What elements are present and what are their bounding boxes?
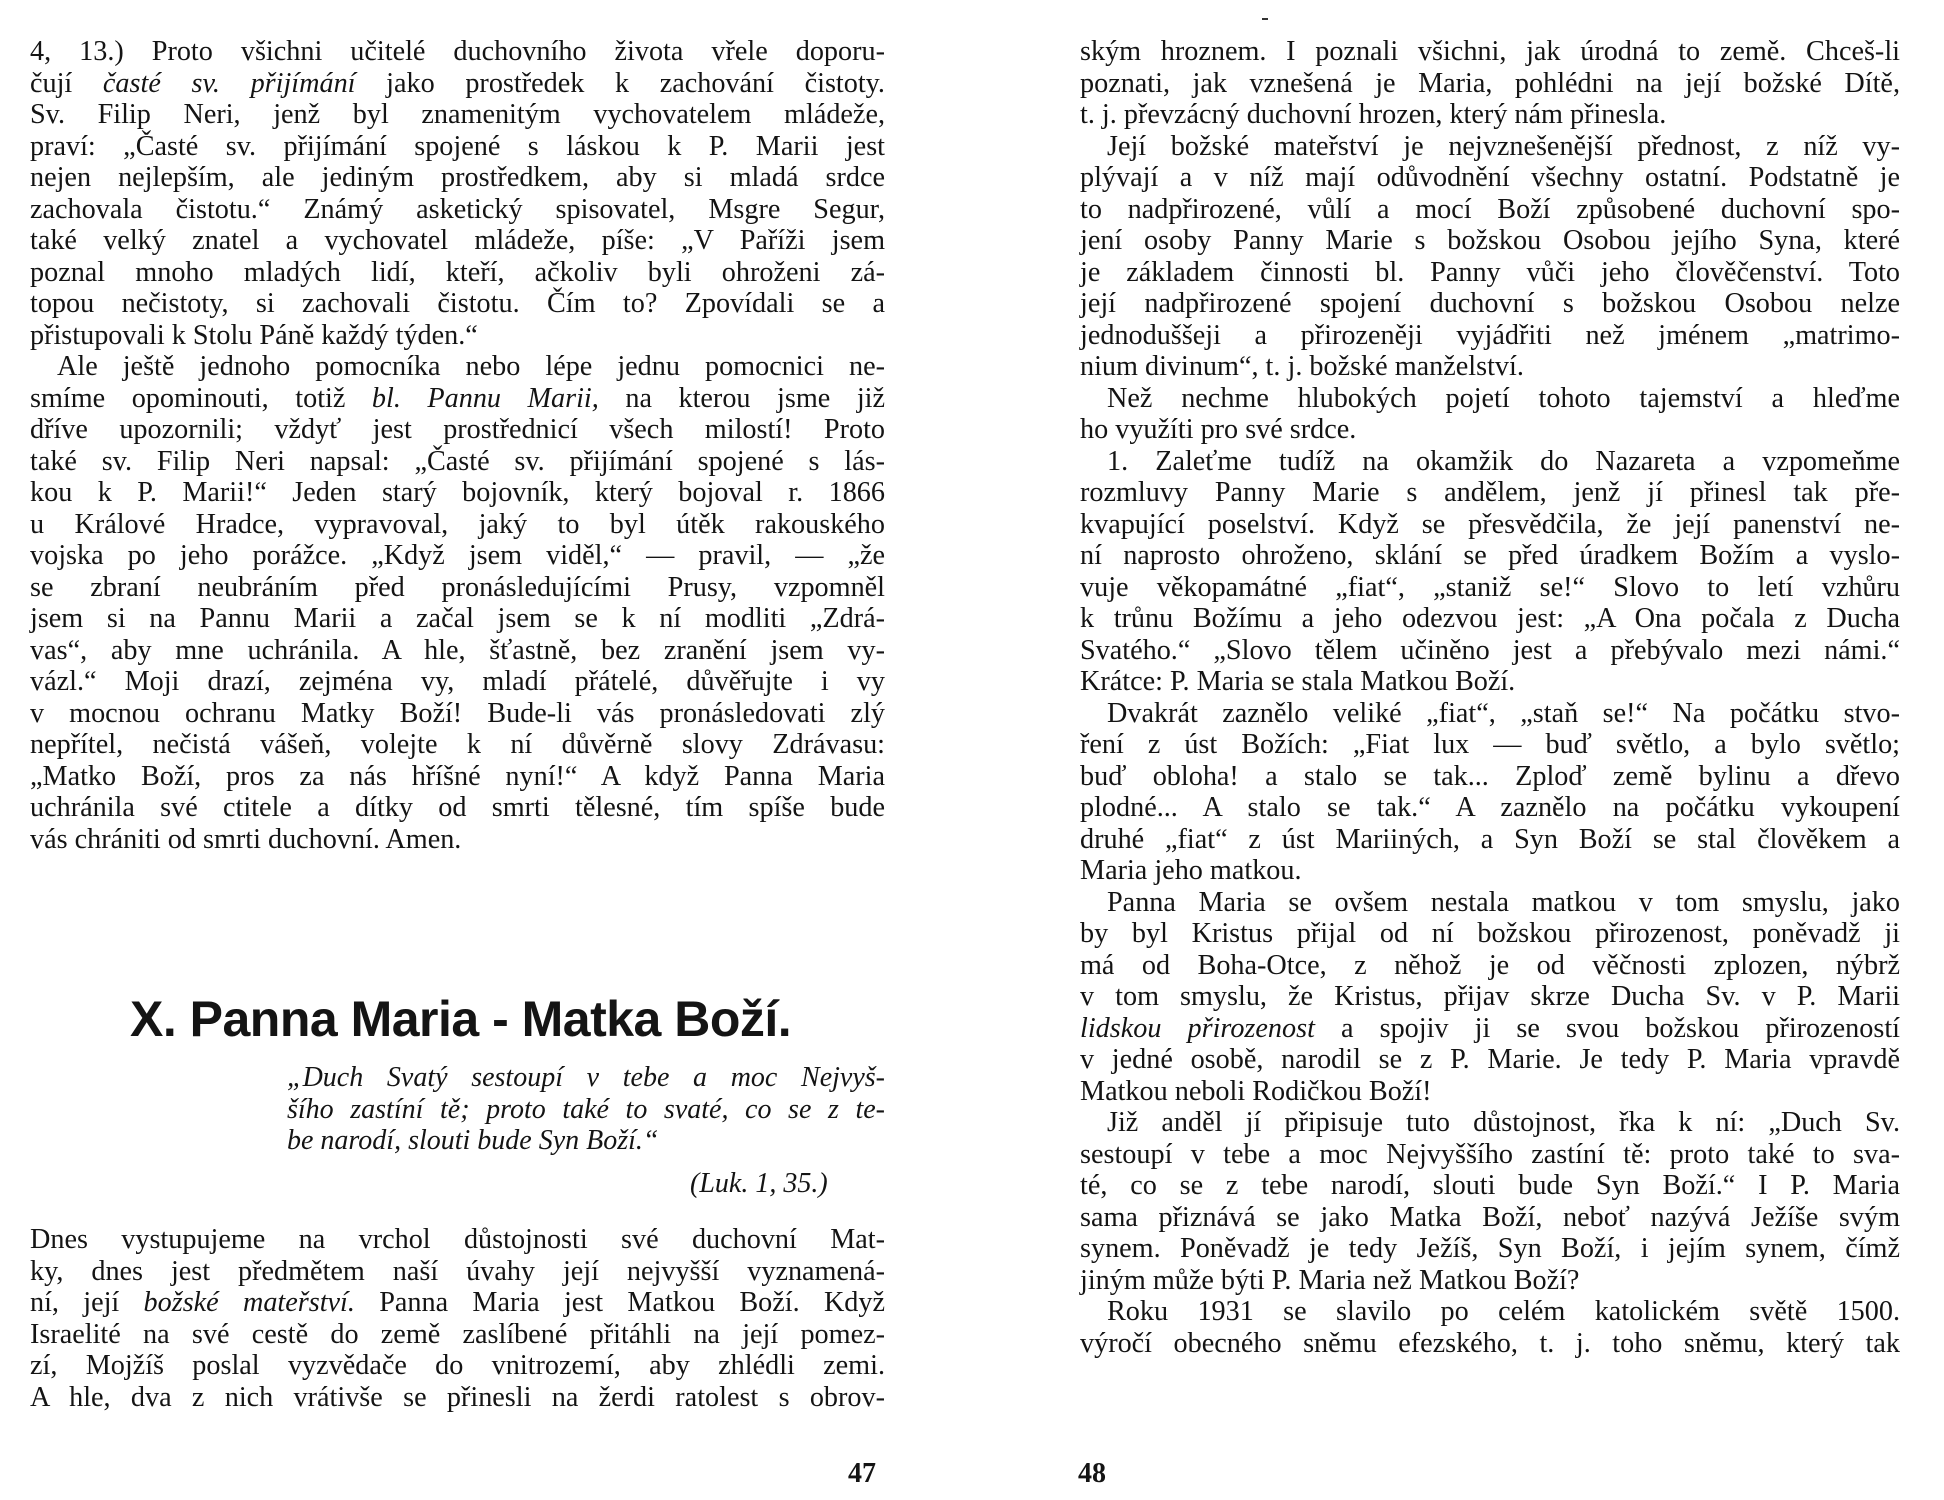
- left-page-text-top: [30, 36, 885, 855]
- text-line: 4, 13.) Proto všichni učitelé duchovního života vřele doporu-: [30, 36, 885, 67]
- right-page-text: [1080, 36, 1900, 1359]
- text-line: uchránila své ctitele a dítky od smrti tělesné, tím spíše bude: [30, 792, 885, 823]
- text-line: Israelité na své cestě do země zaslíbené přitáhli na její pomez-: [30, 1318, 885, 1350]
- text-line: u Králové Hradce, vypravoval, jaký to byl útěk rakouského: [30, 508, 885, 540]
- text-line: má od Boha-Otce, z něhož je od věčnosti zplozen, nýbrž: [1080, 949, 1900, 981]
- text-line: Panna Maria se ovšem nestala matkou v tom smyslu, jako: [1107, 886, 1900, 918]
- text-line: plývají a v níž mají odůvodnění všechny ostatní. Podstatně je: [1080, 162, 1900, 193]
- text-line: lidskou přirozenost a spojiv ji se svou božskou přirozeností: [1080, 1012, 1900, 1044]
- emphasis: božské mateřství.: [143, 1287, 355, 1318]
- motto-reference: (Luk. 1, 35.): [690, 1168, 828, 1199]
- text-line: ky, dnes jest předmětem naší úvahy její nejvyšší vyznamená-: [30, 1255, 885, 1287]
- text-line: v jedné osobě, narodil se z P. Marie. Je tedy P. Maria vpravdě: [1080, 1044, 1900, 1075]
- text-line: ho využíti pro své srdce.: [1080, 414, 1357, 445]
- motto-line: be narodí, slouti bude Syn Boží.“: [287, 1125, 659, 1156]
- text-line: ní naprosto ohroženo, sklání se před úradkem Božím a vyslo-: [1080, 540, 1900, 571]
- text-line: Matkou neboli Rodičkou Boží!: [1080, 1075, 1432, 1107]
- text-line: zachovala čistotu.“ Známý asketický spisovatel, Msgre Segur,: [30, 193, 885, 225]
- text-line: v mocnou ochranu Matky Boží! Bude-li vás pronásledovati zlý: [30, 697, 885, 729]
- chapter-motto: [287, 1062, 885, 1157]
- print-mark: [1262, 18, 1268, 20]
- text-line: ření z úst Božích: „Fiat lux — buď světlo, a bylo světlo;: [1080, 729, 1900, 760]
- text-line: se zbraní neubráním před pronásledujícími Prusy, vzpomněl: [30, 571, 885, 603]
- text-line: Již anděl jí připisuje tuto důstojnost, řka k ní: „Duch Sv.: [1107, 1107, 1900, 1138]
- text-line: nepřítel, nečistá vášeň, volejte k ní důvěrně slovy Zdrávasu:: [30, 729, 885, 760]
- text-line: kou k P. Marii!“ Jeden starý bojovník, který bojoval r. 1866: [30, 477, 885, 508]
- text-line: té, co se z tebe narodí, slouti bude Syn Boží.“ I P. Maria: [1080, 1170, 1900, 1201]
- emphasis: bl. Pannu Marii,: [371, 382, 599, 414]
- text-line: nium divinum“, t. j. božské manželství.: [1080, 351, 1524, 382]
- text-line: rozmluvy Panny Marie s andělem, jenž jí přinesl tak pře-: [1080, 477, 1900, 508]
- text-line: t. j. převzácný duchovní hrozen, který nám přinesla.: [1080, 99, 1667, 130]
- text-line: přistupovali k Stolu Páně každý týden.“: [30, 319, 478, 351]
- text-line: jiným může býti P. Maria než Matkou Boží?: [1080, 1264, 1580, 1296]
- text-line: zí, Mojžíš poslal vyzvědače do vnitrozemí, aby zhlédli zemi.: [30, 1350, 885, 1381]
- text-line: nejen nejlepším, ale jediným prostředkem, aby si mladá srdce: [30, 162, 885, 193]
- text-line: 1. Zaleťme tudíž na okamžik do Nazareta a vzpomeňme: [1107, 445, 1900, 477]
- text-line: jsem si na Pannu Marii a začal jsem se k ní modliti „Zdrá-: [30, 603, 885, 634]
- text-line: k trůnu Božímu a jeho odezvou jest: „A Ona počala z Ducha: [1080, 603, 1900, 634]
- text-line: plodné... A stalo se tak.“ A zaznělo na počátku vykoupení: [1080, 792, 1900, 823]
- text-line: by byl Kristus přijal od ní božskou přirozenost, poněvadž ji: [1080, 918, 1900, 949]
- text-line: je základem činnosti bl. Panny vůči jeho člověčenství. Toto: [1080, 256, 1900, 288]
- page-number-right: 48: [1078, 1458, 1106, 1489]
- text-line: synem. Poněvadž je tedy Ježíš, Syn Boží, i jejím synem, čímž: [1080, 1233, 1900, 1264]
- text-line: jednoduššeji a přirozeněji vyjádřiti než jménem „matrimo-: [1080, 319, 1900, 351]
- text-line: ským hroznem. I poznali všichni, jak úrodná to země. Chceš-li: [1080, 36, 1900, 67]
- text-line: také velký znatel a vychovatel mládeže, píše: „V Paříži jsem: [30, 225, 885, 256]
- text-line: smíme opominouti, totiž bl. Pannu Marii, na kterou jsme již: [30, 382, 885, 414]
- text-line: kvapující poselství. Když se přesvědčila, že její panenství ne-: [1080, 508, 1900, 540]
- text-line: Dvakrát zaznělo veliké „fiat“, „staň se!“ Na počátku stvo-: [1107, 697, 1900, 729]
- text-line: topou nečistoty, si zachovali čistotu. Čím to? Zpovídali se a: [30, 288, 885, 319]
- page-number-left: 47: [848, 1458, 876, 1489]
- text-line: ní, její božské mateřství. Panna Maria jest Matkou Boží. Když: [30, 1287, 885, 1318]
- text-line: vás chrániti od smrti duchovní. Amen.: [30, 823, 462, 855]
- text-line: to nadpřirozené, vůlí a mocí Boží způsobené duchovní spo-: [1080, 193, 1900, 225]
- text-line: poznal mnoho mladých lidí, kteří, ačkoliv byli ohroženi zá-: [30, 256, 885, 288]
- text-line: poznati, jak vznešená je Maria, pohlédni na její božské Dítě,: [1080, 67, 1900, 99]
- text-line: Dnes vystupujeme na vrchol důstojnosti své duchovní Mat-: [30, 1224, 885, 1255]
- text-line: A hle, dva z nich vrátivše se přinesli na žerdi ratolest s obrov-: [30, 1381, 885, 1413]
- text-line: „Matko Boží, pros za nás hříšné nyní!“ A když Panna Maria: [30, 760, 885, 792]
- text-line: sestoupí v tebe a moc Nejvyššího zastíní tě: proto také to sva-: [1080, 1138, 1900, 1170]
- text-line: Maria jeho matkou.: [1080, 855, 1302, 886]
- text-line: vuje věkopamátné „fiat“, „staniž se!“ Slovo to letí vzhůru: [1080, 571, 1900, 603]
- emphasis: lidskou přirozenost: [1080, 1012, 1315, 1044]
- text-line: Ale ještě jednoho pomocníka nebo lépe jednu pomocnici ne-: [57, 351, 885, 382]
- emphasis: časté sv. přijímání: [102, 67, 356, 99]
- text-line: buď obloha! a stalo se tak... Zploď země bylinu a dřevo: [1080, 760, 1900, 792]
- text-line: Než nechme hlubokých pojetí tohoto tajemství a hleďme: [1107, 382, 1900, 414]
- text-line: v tom smyslu, že Kristus, přijav skrze Ducha Sv. v P. Marii: [1080, 981, 1900, 1012]
- text-line: čují časté sv. přijímání jako prostředek k zachování čistoty.: [30, 67, 885, 99]
- text-line: Krátce: P. Maria se stala Matkou Boží.: [1080, 666, 1516, 697]
- text-line: také sv. Filip Neri napsal: „Časté sv. přijímání spojené s lás-: [30, 445, 885, 477]
- text-line: jení osoby Panny Marie s božskou Osobou jejího Syna, které: [1080, 225, 1900, 256]
- motto-line: „Duch Svatý sestoupí v tebe a moc Nejvyš-: [287, 1062, 885, 1093]
- text-line: praví: „Časté sv. přijímání spojené s láskou k P. Marii jest: [30, 130, 885, 162]
- text-line: výročí obecného sněmu efezského, t. j. toho sněmu, který tak: [1080, 1327, 1900, 1359]
- text-line: vojska po jeho porážce. „Když jsem viděl,“ — pravil, — „že: [30, 540, 885, 571]
- text-line: Roku 1931 se slavilo po celém katolickém světě 1500.: [1107, 1296, 1900, 1327]
- text-line: dříve upozornili; vždyť jest prostřednicí všech milostí! Proto: [30, 414, 885, 445]
- text-line: Její božské mateřství je nejvznešenější přednost, z níž vy-: [1107, 130, 1900, 162]
- text-line: vas“, aby mne uchránila. A hle, šťastně, bez zranění jsem vy-: [30, 634, 885, 666]
- text-line: vázl.“ Moji drazí, zejména vy, mladí přátelé, důvěřujte i vy: [30, 666, 885, 697]
- motto-line: šího zastíní tě; proto také to svaté, co se z te-: [287, 1093, 885, 1125]
- text-line: Sv. Filip Neri, jenž byl znamenitým vychovatelem mládeže,: [30, 99, 885, 130]
- text-line: druhé „fiat“ z úst Mariiných, a Syn Boží se stal člověkem a: [1080, 823, 1900, 855]
- right-page: [972, 0, 1944, 1500]
- left-page-text-bottom: [30, 1224, 885, 1413]
- text-line: Svatého.“ „Slovo tělem učiněno jest a přebývalo mezi námi.“: [1080, 634, 1900, 666]
- chapter-heading: X. Panna Maria - Matka Boží.: [130, 991, 792, 1047]
- text-line: její nadpřirozené spojení duchovní s božskou Osobou nelze: [1080, 288, 1900, 319]
- text-line: sama přiznává se jako Matka Boží, neboť nazývá Ježíše svým: [1080, 1201, 1900, 1233]
